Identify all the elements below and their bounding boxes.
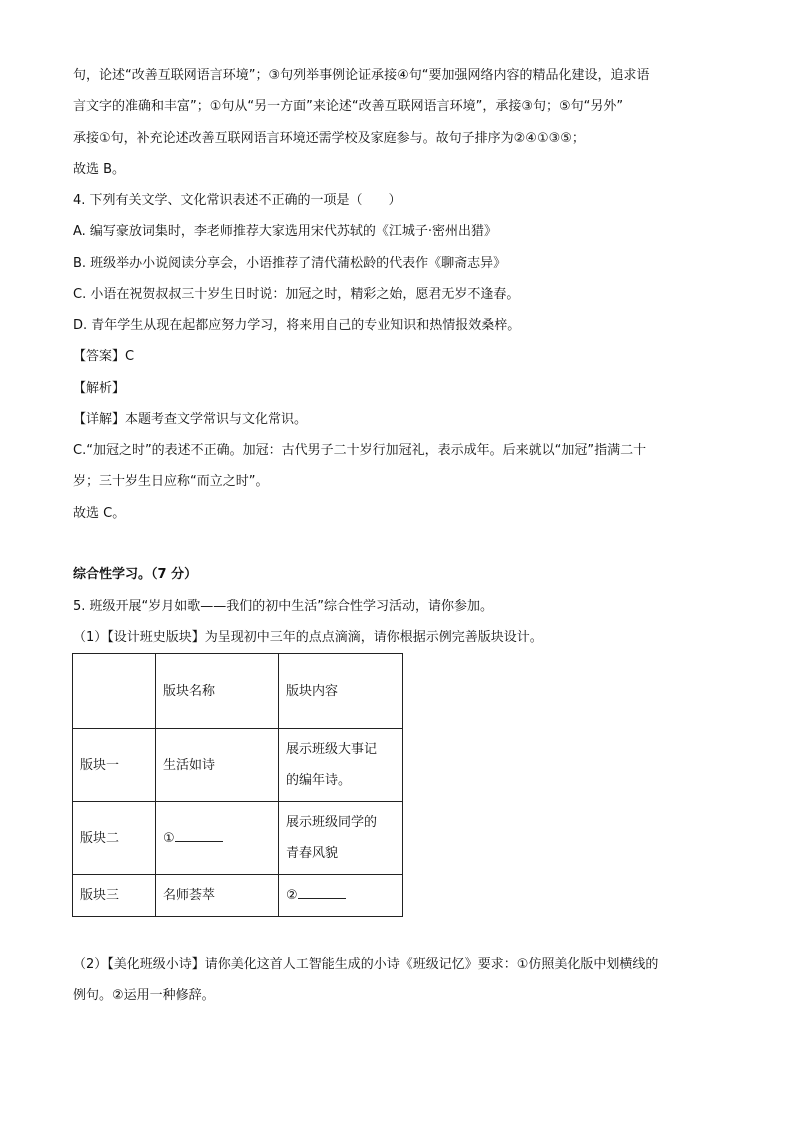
content-line: 展示班级同学的: [286, 815, 378, 830]
table-header-cell: 版块内容: [279, 654, 403, 729]
question-4-stem: 4. 下列有关文学、文化常识表述不正确的一项是（ ）: [73, 193, 402, 208]
content-line: 展示班级大事记: [286, 742, 378, 757]
detail-line: 岁；三十岁生日应称“而立之时”。: [73, 474, 269, 489]
paragraph-line: 故选 B。: [73, 162, 126, 177]
question-5-2: （2）【美化班级小诗】请你美化这首人工智能生成的小诗《班级记忆》要求：①仿照美化版中划横线的: [73, 957, 659, 972]
row-content: [279, 729, 403, 802]
table-row: [73, 802, 403, 875]
paragraph-line: 言文字的准确和丰富”；①句从“另一方面”来论述“改善互联网语言环境”，承接③句；⑤句“另外”: [73, 99, 624, 114]
fill-blank[interactable]: [175, 829, 223, 842]
detail-line: C.“加冠之时”的表述不正确。加冠：古代男子二十岁行加冠礼，表示成年。后来就以“加冠”指满二十: [73, 443, 647, 458]
table-row: [73, 875, 403, 917]
conclusion-line: 故选 C。: [73, 506, 126, 521]
row-label: 版块二: [73, 802, 156, 875]
table-row: [73, 729, 403, 802]
question-5-1: （1）【设计班史版块】为呈现初中三年的点点滴滴，请你根据示例完善版块设计。: [73, 630, 543, 645]
row-name: 生活如诗: [156, 729, 279, 802]
row-content: [279, 875, 403, 917]
paragraph-line: 承接①句，补充论述改善互联网语言环境还需学校及家庭参与。故句子排序为②④①③⑤；: [73, 131, 585, 146]
row-content: [279, 802, 403, 875]
row-name: [156, 802, 279, 875]
table-header-row: [73, 654, 403, 729]
row-name: 名师荟萃: [156, 875, 279, 917]
content-line: 青春风貌: [286, 846, 339, 861]
option-b: B. 班级举办小说阅读分享会，小语推荐了清代蒲松龄的代表作《聊斋志异》: [73, 256, 507, 271]
layout-design-table: [72, 653, 403, 917]
fill-blank[interactable]: [298, 886, 346, 899]
option-d: D. 青年学生从现在起都应努力学习，将来用自己的专业知识和热情报效桑梓。: [73, 318, 521, 333]
detail-line: 【详解】本题考查文学常识与文化常识。: [73, 412, 308, 427]
analysis-label: 【解析】: [73, 381, 126, 396]
paragraph-line: 句，论述“改善互联网语言环境”；③句列举事例论证承接④句“要加强网络内容的精品化建设，追求语: [73, 68, 650, 83]
question-5-stem: 5. 班级开展“岁月如歌——我们的初中生活”综合性学习活动，请你参加。: [73, 599, 494, 614]
option-c: C. 小语在祝贺叔叔三十岁生日时说：加冠之时，精彩之始，愿君无岁不逢春。: [73, 287, 520, 302]
blank-marker: ①: [163, 830, 175, 846]
option-a: A. 编写豪放词集时，李老师推荐大家选用宋代苏轼的《江城子·密州出猎》: [73, 224, 498, 239]
content-line: 的编年诗。: [286, 773, 352, 788]
answer-label: 【答案】C: [73, 349, 135, 364]
row-label: 版块一: [73, 729, 156, 802]
question-5-2: 例句。②运用一种修辞。: [73, 988, 215, 1003]
table-header-cell: [73, 654, 156, 729]
section-title: 综合性学习。（7 分）: [73, 567, 198, 582]
row-label: 版块三: [73, 875, 156, 917]
blank-marker: ②: [286, 888, 298, 903]
table-header-cell: 版块名称: [156, 654, 279, 729]
